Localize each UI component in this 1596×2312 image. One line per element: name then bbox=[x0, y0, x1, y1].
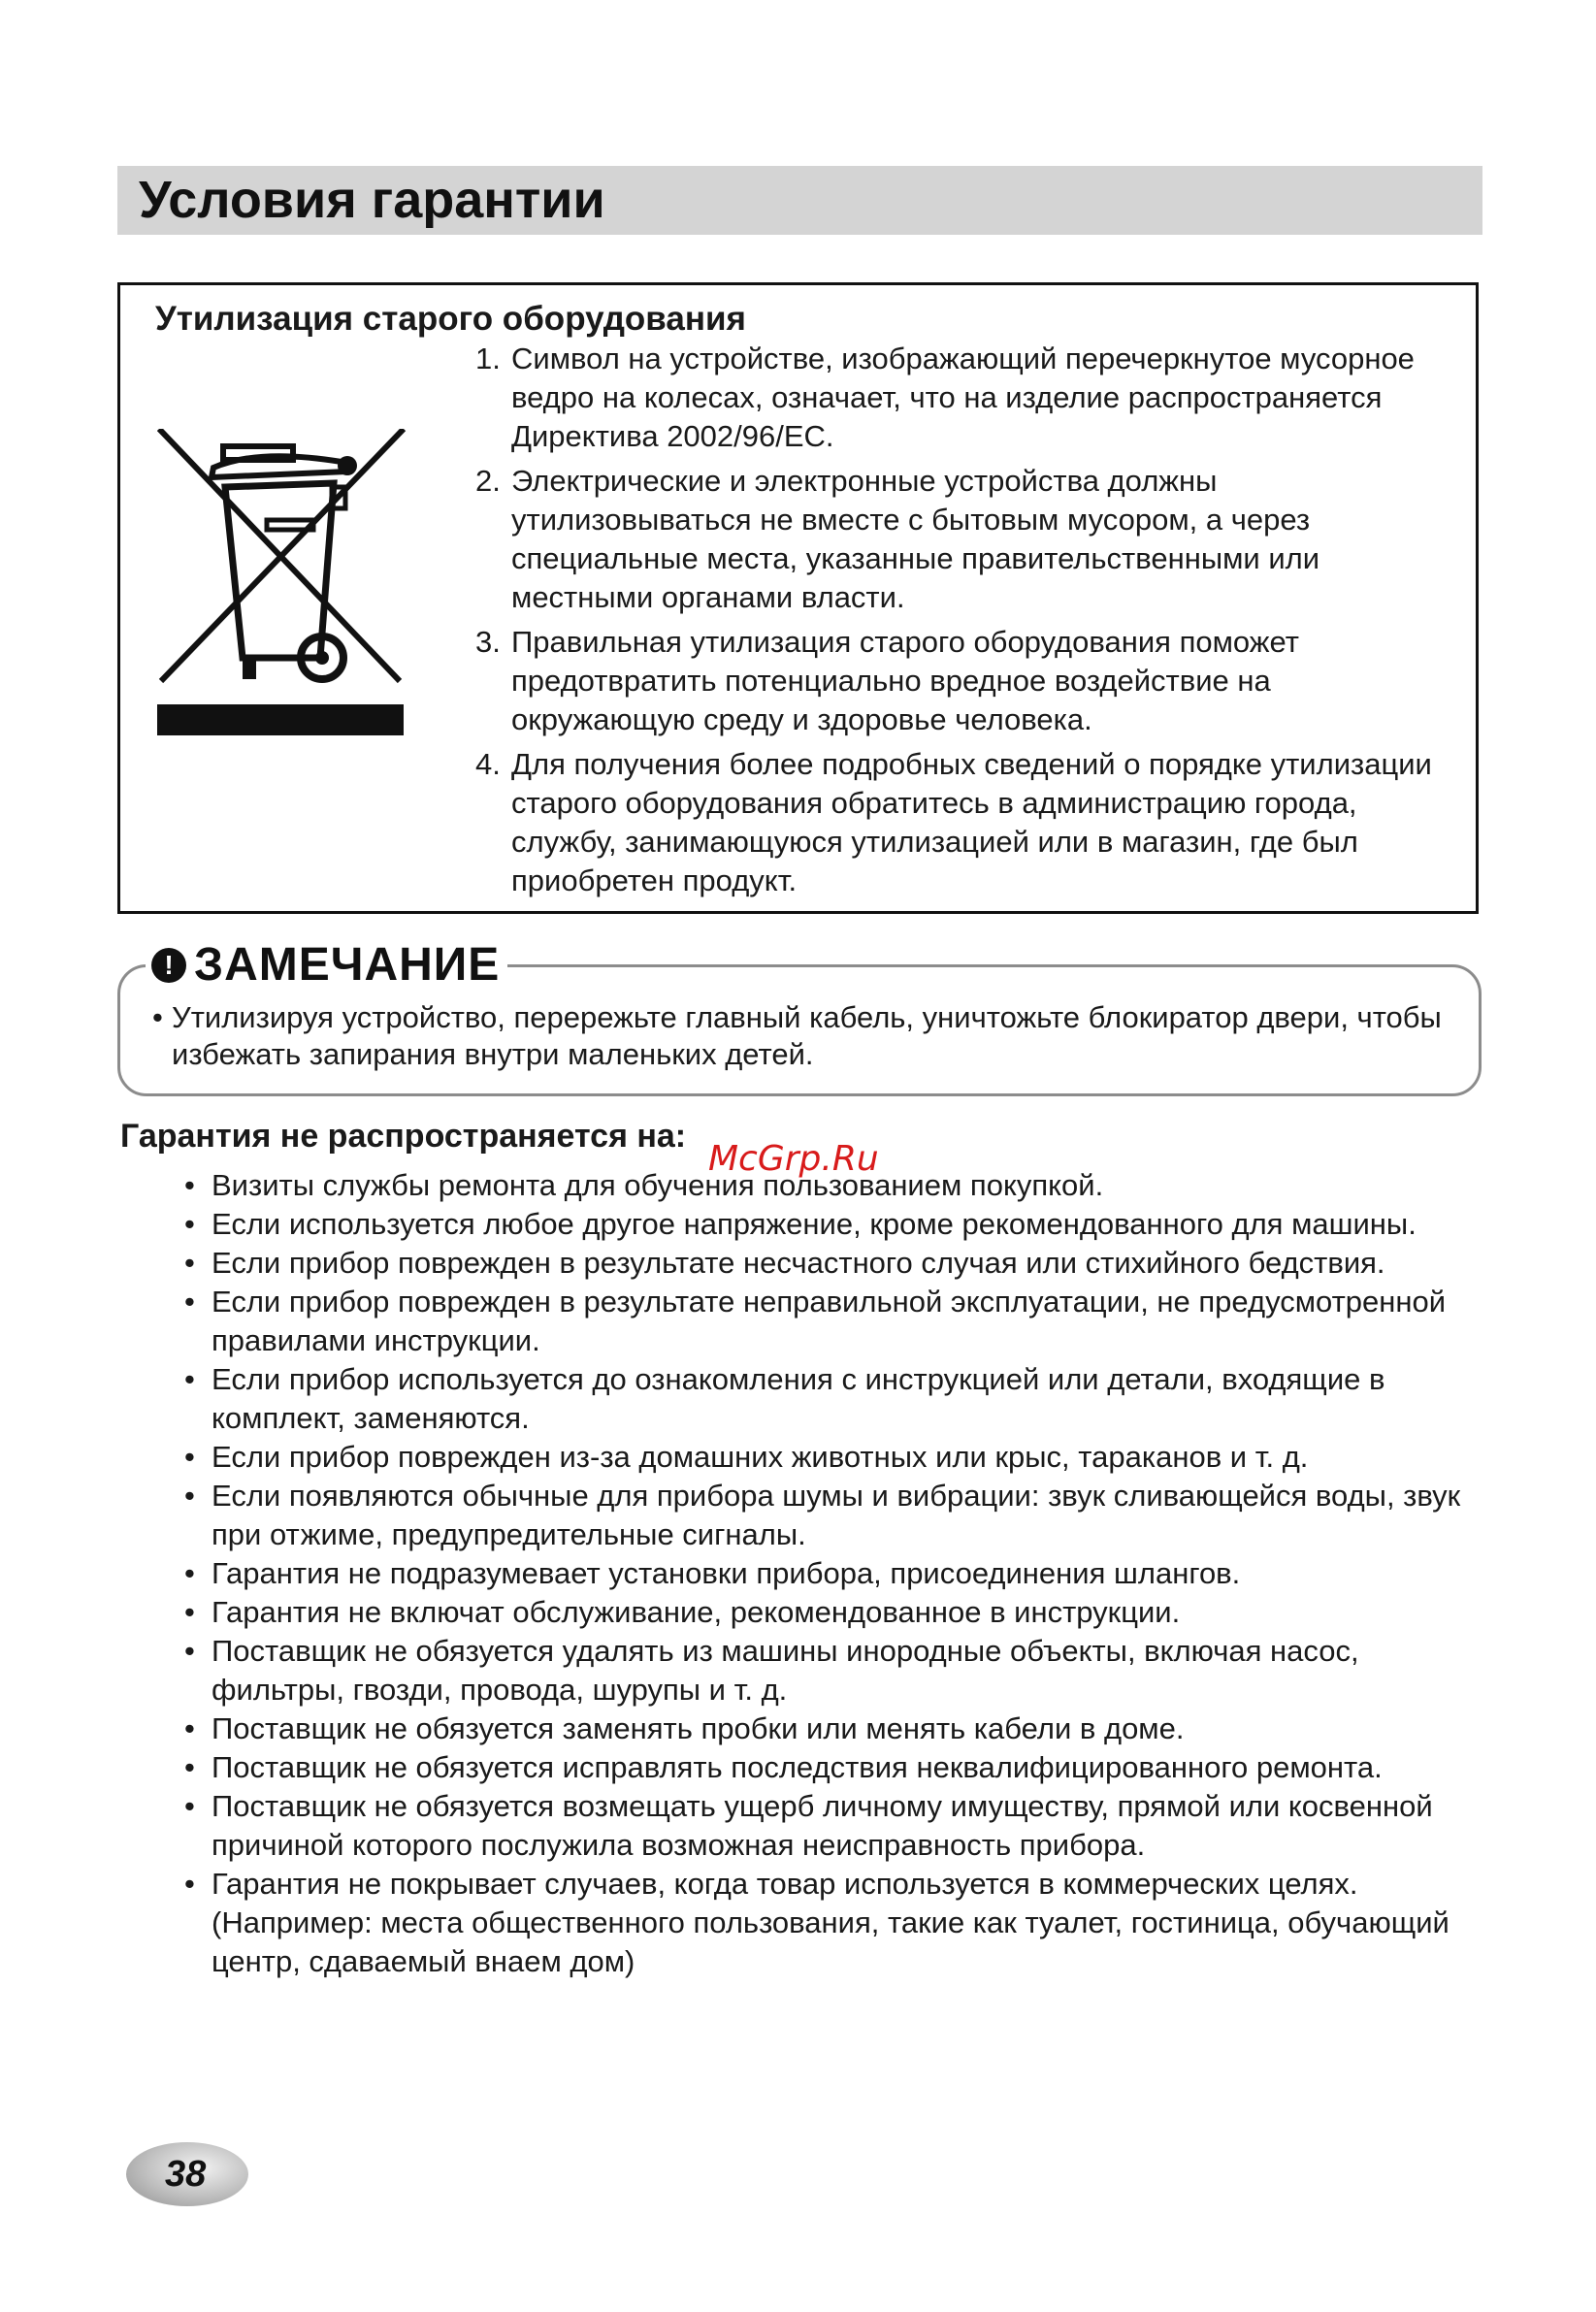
item-text: Гарантия не подразумевает установки прибора, присоединения шлангов. bbox=[212, 1556, 1241, 1590]
item-text: Поставщик не обязуется возмещать ущерб личному имуществу, прямой или косвенной причиной которого послужила возможная неисправность прибора. bbox=[212, 1789, 1433, 1862]
list-item bbox=[184, 1205, 1484, 1244]
item-text: Поставщик не обязуется удалять из машины инородные объекты, включая насос, фильтры, гвозди, провода, шурупы и т. д. bbox=[212, 1634, 1359, 1707]
bullet: • bbox=[184, 1711, 195, 1745]
list-item bbox=[184, 1244, 1484, 1283]
bullet: • bbox=[184, 1207, 195, 1241]
list-item bbox=[184, 1710, 1484, 1748]
bullet: • bbox=[184, 1556, 195, 1590]
item-text: Если прибор поврежден в результате неправильной эксплуатации, не предусмотренной правилами инструкции. bbox=[212, 1285, 1447, 1357]
item-text: Гарантия не покрывает случаев, когда товар используется в коммерческих целях. (Например: места общественного пользования, такие как туалет, гостиница, обучающий центр, сдаваемый внаем дом) bbox=[212, 1867, 1449, 1978]
item-text: Если используется любое другое напряжение, кроме рекомендованного для машины. bbox=[212, 1207, 1417, 1241]
item-text: Если появляются обычные для прибора шумы и вибрации: звук сливающейся воды, звук при отжиме, предупредительные сигналы. bbox=[212, 1479, 1461, 1551]
list-item bbox=[475, 462, 1455, 617]
list-item bbox=[184, 1787, 1484, 1865]
bullet: • bbox=[184, 1479, 195, 1513]
list-item bbox=[475, 745, 1455, 900]
item-text: Если прибор поврежден из-за домашних животных или крыс, тараканов и т. д. bbox=[212, 1440, 1309, 1474]
bullet: • bbox=[184, 1867, 195, 1901]
list-item bbox=[184, 1748, 1484, 1787]
item-text: Поставщик не обязуется исправлять последствия неквалифицированного ремонта. bbox=[212, 1750, 1383, 1784]
bullet: • bbox=[184, 1285, 195, 1319]
section-header bbox=[117, 166, 1482, 235]
disposal-section bbox=[117, 282, 1479, 914]
list-item bbox=[475, 340, 1455, 456]
page-number: 38 bbox=[165, 2154, 207, 2195]
watermark: McGrp.Ru bbox=[708, 1139, 879, 1179]
item-number: 4. bbox=[475, 747, 501, 781]
list-item bbox=[475, 623, 1455, 739]
item-text: Визиты службы ремонта для обучения пользованием покупкой. bbox=[212, 1168, 1104, 1202]
list-item bbox=[184, 1632, 1484, 1710]
item-text: Если прибор используется до ознакомления с инструкцией или детали, входящие в комплект, заменяются. bbox=[212, 1362, 1385, 1435]
item-text: Если прибор поврежден в результате несчастного случая или стихийного бедствия. bbox=[212, 1246, 1385, 1280]
item-text: Символ на устройстве, изображающий перечеркнутое мусорное ведро на колесах, означает, что на изделие распространяется Директива 2002/96/EC. bbox=[511, 342, 1415, 453]
bullet: • bbox=[184, 1789, 195, 1823]
bullet: • bbox=[184, 1595, 195, 1629]
note-header bbox=[146, 937, 507, 993]
list-item bbox=[184, 1166, 1484, 1205]
bullet: • bbox=[184, 1362, 195, 1396]
item-text: Поставщик не обязуется заменять пробки или менять кабели в доме. bbox=[212, 1711, 1185, 1745]
list-item bbox=[184, 1438, 1484, 1477]
item-number: 3. bbox=[475, 625, 501, 659]
list-item bbox=[184, 1865, 1484, 1981]
list-item bbox=[184, 1554, 1484, 1593]
item-text: Для получения более подробных сведений о порядке утилизации старого оборудования обратитесь в администрацию города, службу, занимающуюся утилизацией или в магазин, где был приобретен продукт. bbox=[511, 747, 1432, 897]
item-text: Гарантия не включат обслуживание, рекомендованное в инструкции. bbox=[212, 1595, 1181, 1629]
crossed-out-wheelie-bin-icon bbox=[157, 429, 409, 739]
exclamation-icon: ! bbox=[151, 948, 186, 983]
item-number: 2. bbox=[475, 464, 501, 498]
note-title: ЗАМЕЧАНИЕ bbox=[194, 939, 501, 991]
bullet: • bbox=[184, 1168, 195, 1202]
disposal-list bbox=[475, 340, 1455, 906]
item-text: Правильная утилизация старого оборудования поможет предотвратить потенциально вредное воздействие на окружающую среду и здоровье человека. bbox=[511, 625, 1299, 736]
note-text bbox=[152, 999, 1452, 1073]
list-item bbox=[184, 1593, 1484, 1632]
list-item bbox=[184, 1360, 1484, 1438]
bullet: • bbox=[184, 1246, 195, 1280]
page-number-badge bbox=[126, 2142, 248, 2206]
list-item bbox=[184, 1283, 1484, 1360]
item-number: 1. bbox=[475, 342, 501, 375]
bullet: • bbox=[184, 1440, 195, 1474]
page-title: Условия гарантии bbox=[139, 171, 605, 229]
note-body: Утилизируя устройство, перережьте главный кабель, уничтожьте блокиратор двери, чтобы избежать запирания внутри маленьких детей. bbox=[172, 1000, 1442, 1071]
bullet: • bbox=[184, 1750, 195, 1784]
item-text: Электрические и электронные устройства должны утилизовываться не вместе с бытовым мусором, а через специальные места, указанные правительственными или местными органами власти. bbox=[511, 464, 1320, 614]
disposal-heading: Утилизация старого оборудования bbox=[155, 300, 746, 338]
warranty-heading: Гарантия не распространяется на: bbox=[120, 1118, 687, 1155]
bullet: • bbox=[184, 1634, 195, 1668]
warranty-list bbox=[184, 1166, 1484, 1981]
bullet: • bbox=[152, 1000, 163, 1034]
list-item bbox=[184, 1477, 1484, 1554]
